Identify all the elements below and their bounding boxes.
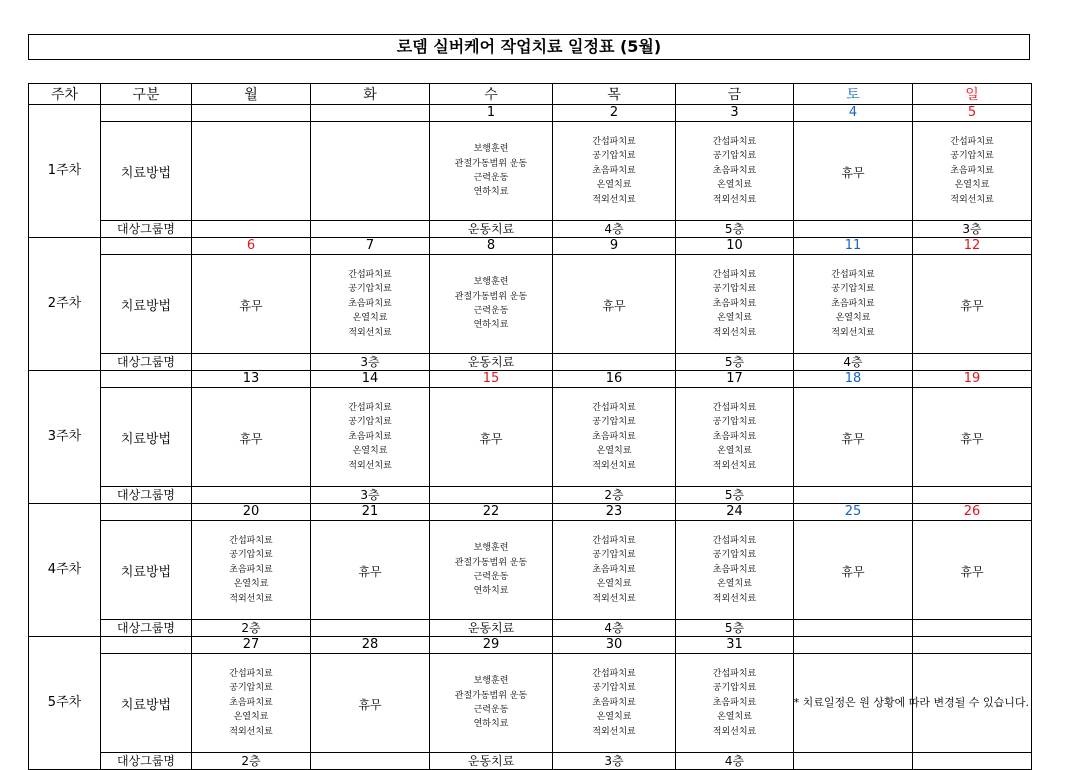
method-label: 치료방법 xyxy=(101,122,192,221)
program-item: 온열치료 xyxy=(596,712,632,723)
week-date-row xyxy=(29,504,1032,521)
header-mon: 월 xyxy=(192,84,311,105)
program-item: 근력운동 xyxy=(473,173,509,183)
program-item: 초음파치료 xyxy=(712,298,757,309)
program-item: 공기압치료 xyxy=(592,550,636,561)
program-item: 초음파치료 xyxy=(229,697,273,708)
program-item: 초음파치료 xyxy=(712,165,757,176)
header-sat: 토 xyxy=(794,84,913,105)
program-item: 초음파치료 xyxy=(229,564,273,575)
group-cell: 5층 xyxy=(676,487,794,504)
program-item: 공기압치료 xyxy=(831,284,875,295)
program-item: 온열치료 xyxy=(835,313,871,324)
program-item: 적외선치료 xyxy=(348,460,392,471)
date-cell xyxy=(794,637,913,654)
program-item: 근력운동 xyxy=(473,705,509,715)
group-cell: 2층 xyxy=(192,620,311,637)
method-cell xyxy=(553,521,676,620)
program-item: 초음파치료 xyxy=(348,431,392,442)
program-item: 온열치료 xyxy=(233,712,269,723)
group-cell: 2층 xyxy=(553,487,676,504)
method-cell xyxy=(676,255,794,354)
program-item: 온열치료 xyxy=(717,446,752,457)
date-cell: 1 xyxy=(430,105,553,122)
program-item: 간섭파치료 xyxy=(831,269,875,280)
week-date-row xyxy=(29,105,1032,122)
program-item: 관절가동범위 운동 xyxy=(454,291,528,302)
method-cell xyxy=(430,388,553,487)
program-list xyxy=(430,674,552,732)
method-cell xyxy=(192,122,311,221)
program-item: 공기압치료 xyxy=(712,151,757,162)
header-sun: 일 xyxy=(913,84,1032,105)
method-label: 치료방법 xyxy=(101,255,192,354)
program-list xyxy=(311,268,429,340)
week-date-row xyxy=(29,371,1032,388)
date-cell: 18 xyxy=(794,371,913,388)
date-cell: 26 xyxy=(913,504,1032,521)
date-cell: 23 xyxy=(553,504,676,521)
group-cell xyxy=(794,221,913,238)
program-list xyxy=(192,534,310,606)
group-cell xyxy=(553,354,676,371)
program-item: 온열치료 xyxy=(596,180,632,191)
program-list xyxy=(913,135,1031,207)
program-item: 초음파치료 xyxy=(712,431,757,442)
group-cell xyxy=(913,487,1032,504)
program-item: 간섭파치료 xyxy=(592,402,636,413)
method-cell xyxy=(430,654,553,753)
program-item: 초음파치료 xyxy=(592,564,636,575)
program-item: 초음파치료 xyxy=(592,697,636,708)
date-cell: 6 xyxy=(192,238,311,255)
rest-text: 휴무 xyxy=(960,298,984,313)
method-label: 치료방법 xyxy=(101,388,192,487)
program-item: 간섭파치료 xyxy=(348,269,392,280)
header-category: 구분 xyxy=(101,84,192,105)
program-item: 적외선치료 xyxy=(592,460,636,471)
rest-text: 휴무 xyxy=(239,431,263,446)
method-cell xyxy=(676,654,794,753)
group-cell: 운동치료 xyxy=(430,620,553,637)
group-label: 대상그룹명 xyxy=(101,753,192,770)
program-list xyxy=(553,534,675,606)
page-title: 로뎀 실버케어 작업치료 일정표 (5월) xyxy=(28,34,1030,60)
method-label: 치료방법 xyxy=(101,521,192,620)
method-cell xyxy=(676,122,794,221)
method-cell xyxy=(192,654,311,753)
program-item: 연하치료 xyxy=(473,187,509,198)
rest-text: 휴무 xyxy=(358,564,382,579)
program-item: 근력운동 xyxy=(473,572,509,582)
header-wed: 수 xyxy=(430,84,553,105)
program-item: 관절가동범위 운동 xyxy=(454,158,528,169)
program-item: 온열치료 xyxy=(717,712,752,723)
program-item: 공기압치료 xyxy=(229,683,273,694)
group-label: 대상그룹명 xyxy=(101,620,192,637)
program-item: 연하치료 xyxy=(473,586,509,597)
group-cell: 4층 xyxy=(553,620,676,637)
program-item: 보행훈련 xyxy=(473,543,509,554)
date-cell: 15 xyxy=(430,371,553,388)
program-item: 온열치료 xyxy=(717,180,752,191)
program-list xyxy=(676,534,793,606)
method-cell xyxy=(311,122,430,221)
rest-text: 휴무 xyxy=(841,165,865,180)
program-item: 공기압치료 xyxy=(712,550,757,561)
program-item: 초음파치료 xyxy=(950,165,994,176)
program-item: 온열치료 xyxy=(954,180,990,191)
program-list xyxy=(430,142,552,200)
category-blank-cell xyxy=(101,371,192,388)
method-row xyxy=(29,388,1032,487)
method-cell xyxy=(430,255,553,354)
date-cell: 12 xyxy=(913,238,1032,255)
group-cell xyxy=(430,487,553,504)
method-cell xyxy=(794,521,913,620)
week-date-row xyxy=(29,238,1032,255)
group-cell xyxy=(311,620,430,637)
program-item: 간섭파치료 xyxy=(592,668,636,679)
group-row xyxy=(29,620,1032,637)
program-item: 온열치료 xyxy=(352,313,388,324)
group-cell xyxy=(311,753,430,770)
date-cell: 8 xyxy=(430,238,553,255)
date-cell: 22 xyxy=(430,504,553,521)
date-cell xyxy=(311,105,430,122)
week-label: 5주차 xyxy=(29,637,101,770)
group-cell: 5층 xyxy=(676,221,794,238)
program-list xyxy=(676,268,793,340)
group-row xyxy=(29,487,1032,504)
method-cell xyxy=(913,388,1032,487)
date-cell: 31 xyxy=(676,637,794,654)
method-cell xyxy=(311,521,430,620)
program-item: 간섭파치료 xyxy=(712,535,757,546)
group-cell xyxy=(192,354,311,371)
method-cell xyxy=(794,388,913,487)
program-item: 초음파치료 xyxy=(712,564,757,575)
date-cell: 5 xyxy=(913,105,1032,122)
date-cell: 17 xyxy=(676,371,794,388)
date-cell: 11 xyxy=(794,238,913,255)
category-blank-cell xyxy=(101,105,192,122)
group-label: 대상그룹명 xyxy=(101,354,192,371)
program-item: 간섭파치료 xyxy=(229,668,273,679)
program-item: 연하치료 xyxy=(473,320,509,331)
method-cell xyxy=(192,521,311,620)
program-item: 간섭파치료 xyxy=(348,402,392,413)
group-cell: 5층 xyxy=(676,354,794,371)
group-cell: 3층 xyxy=(913,221,1032,238)
program-item: 공기압치료 xyxy=(348,284,392,295)
program-item: 온열치료 xyxy=(717,579,752,590)
group-cell: 4층 xyxy=(553,221,676,238)
group-cell: 2층 xyxy=(192,753,311,770)
week-label: 1주차 xyxy=(29,105,101,238)
program-item: 온열치료 xyxy=(596,446,632,457)
method-cell xyxy=(676,388,794,487)
program-item: 초음파치료 xyxy=(592,431,636,442)
group-label: 대상그룹명 xyxy=(101,221,192,238)
method-cell xyxy=(794,255,913,354)
method-cell xyxy=(192,255,311,354)
program-item: 공기압치료 xyxy=(712,284,757,295)
rest-text: 휴무 xyxy=(841,564,865,579)
program-item: 초음파치료 xyxy=(712,697,757,708)
program-item: 공기압치료 xyxy=(712,683,757,694)
program-item: 보행훈련 xyxy=(473,277,509,288)
program-item: 공기압치료 xyxy=(592,151,636,162)
week-label: 2주차 xyxy=(29,238,101,371)
date-cell xyxy=(192,105,311,122)
program-list xyxy=(553,401,675,473)
group-cell: 3층 xyxy=(553,753,676,770)
program-item: 온열치료 xyxy=(596,579,632,590)
group-row xyxy=(29,753,1032,770)
program-item: 적외선치료 xyxy=(592,726,636,737)
program-item: 적외선치료 xyxy=(712,327,757,338)
program-item: 공기압치료 xyxy=(229,550,273,561)
date-cell: 10 xyxy=(676,238,794,255)
week-label: 3주차 xyxy=(29,371,101,504)
rest-text: 휴무 xyxy=(602,298,626,313)
program-list xyxy=(430,541,552,599)
program-list xyxy=(676,401,793,473)
program-item: 온열치료 xyxy=(717,313,752,324)
category-blank-cell xyxy=(101,504,192,521)
date-cell: 24 xyxy=(676,504,794,521)
rest-text: 휴무 xyxy=(841,431,865,446)
method-cell xyxy=(913,255,1032,354)
date-cell: 30 xyxy=(553,637,676,654)
method-cell xyxy=(553,122,676,221)
group-cell: 운동치료 xyxy=(430,354,553,371)
date-cell: 19 xyxy=(913,371,1032,388)
group-cell: 운동치료 xyxy=(430,753,553,770)
program-item: 보행훈련 xyxy=(473,144,509,155)
header-tue: 화 xyxy=(311,84,430,105)
group-cell xyxy=(311,221,430,238)
method-cell xyxy=(430,122,553,221)
method-label: 치료방법 xyxy=(101,654,192,753)
method-cell xyxy=(311,255,430,354)
week-label: 4주차 xyxy=(29,504,101,637)
method-row xyxy=(29,122,1032,221)
method-cell xyxy=(192,388,311,487)
method-cell xyxy=(311,654,430,753)
rest-text: 휴무 xyxy=(960,564,984,579)
date-cell: 4 xyxy=(794,105,913,122)
date-cell: 3 xyxy=(676,105,794,122)
schedule-table xyxy=(28,83,1032,770)
date-cell: 9 xyxy=(553,238,676,255)
date-cell: 16 xyxy=(553,371,676,388)
rest-text: 휴무 xyxy=(358,697,382,712)
program-item: 적외선치료 xyxy=(712,460,757,471)
program-list xyxy=(192,667,310,739)
program-item: 연하치료 xyxy=(473,719,509,730)
date-cell: 25 xyxy=(794,504,913,521)
date-cell: 27 xyxy=(192,637,311,654)
program-item: 적외선치료 xyxy=(229,726,273,737)
program-list xyxy=(676,135,793,207)
method-cell xyxy=(913,122,1032,221)
program-item: 관절가동범위 운동 xyxy=(454,690,528,701)
program-item: 온열치료 xyxy=(233,579,269,590)
method-cell xyxy=(676,521,794,620)
group-cell: 3층 xyxy=(311,487,430,504)
program-item: 적외선치료 xyxy=(592,593,636,604)
header-thu: 목 xyxy=(553,84,676,105)
program-item: 간섭파치료 xyxy=(592,535,636,546)
program-item: 보행훈련 xyxy=(473,676,509,687)
method-cell xyxy=(430,521,553,620)
date-cell xyxy=(913,637,1032,654)
program-item: 간섭파치료 xyxy=(950,136,994,147)
method-cell xyxy=(913,521,1032,620)
program-item: 근력운동 xyxy=(473,306,509,316)
schedule-note: * 치료일정은 원 상황에 따라 변경될 수 있습니다. xyxy=(793,696,1029,709)
program-item: 공기압치료 xyxy=(592,417,636,428)
program-item: 적외선치료 xyxy=(348,327,392,338)
program-list xyxy=(553,135,675,207)
rest-text: 휴무 xyxy=(479,431,503,446)
method-cell xyxy=(794,122,913,221)
group-row xyxy=(29,354,1032,371)
group-cell: 4층 xyxy=(794,354,913,371)
program-item: 간섭파치료 xyxy=(712,269,757,280)
rest-text: 휴무 xyxy=(239,298,263,313)
program-item: 적외선치료 xyxy=(229,593,273,604)
program-item: 적외선치료 xyxy=(831,327,875,338)
program-item: 간섭파치료 xyxy=(712,136,757,147)
date-cell: 14 xyxy=(311,371,430,388)
program-list xyxy=(430,275,552,333)
program-item: 공기압치료 xyxy=(592,683,636,694)
group-cell: 운동치료 xyxy=(430,221,553,238)
program-item: 간섭파치료 xyxy=(229,535,273,546)
category-blank-cell xyxy=(101,637,192,654)
program-list xyxy=(676,667,793,739)
program-item: 초음파치료 xyxy=(592,165,636,176)
header-week: 주차 xyxy=(29,84,101,105)
header-row xyxy=(29,84,1032,105)
program-item: 공기압치료 xyxy=(712,417,757,428)
header-fri: 금 xyxy=(676,84,794,105)
program-item: 적외선치료 xyxy=(592,194,636,205)
program-list xyxy=(794,268,912,340)
category-blank-cell xyxy=(101,238,192,255)
program-item: 공기압치료 xyxy=(348,417,392,428)
method-cell xyxy=(553,388,676,487)
date-cell: 2 xyxy=(553,105,676,122)
group-cell xyxy=(913,354,1032,371)
program-item: 간섭파치료 xyxy=(712,402,757,413)
program-item: 간섭파치료 xyxy=(712,668,757,679)
date-cell: 28 xyxy=(311,637,430,654)
group-cell xyxy=(794,753,913,770)
date-cell: 13 xyxy=(192,371,311,388)
program-list xyxy=(311,401,429,473)
group-cell xyxy=(913,620,1032,637)
rest-text: 휴무 xyxy=(960,431,984,446)
group-cell xyxy=(192,487,311,504)
group-cell xyxy=(794,620,913,637)
program-item: 관절가동범위 운동 xyxy=(454,557,528,568)
program-item: 적외선치료 xyxy=(712,726,757,737)
date-cell: 20 xyxy=(192,504,311,521)
group-row xyxy=(29,221,1032,238)
group-cell: 4층 xyxy=(676,753,794,770)
group-cell xyxy=(192,221,311,238)
date-cell: 29 xyxy=(430,637,553,654)
group-cell xyxy=(794,487,913,504)
method-cell xyxy=(553,255,676,354)
program-item: 적외선치료 xyxy=(712,194,757,205)
program-item: 적외선치료 xyxy=(950,194,994,205)
group-cell xyxy=(913,753,1032,770)
week-date-row xyxy=(29,637,1032,654)
group-label: 대상그룹명 xyxy=(101,487,192,504)
group-cell: 3층 xyxy=(311,354,430,371)
method-cell xyxy=(553,654,676,753)
group-cell: 5층 xyxy=(676,620,794,637)
program-item: 초음파치료 xyxy=(831,298,875,309)
program-list xyxy=(553,667,675,739)
method-row xyxy=(29,521,1032,620)
method-cell xyxy=(311,388,430,487)
program-item: 공기압치료 xyxy=(950,151,994,162)
date-cell: 21 xyxy=(311,504,430,521)
method-row xyxy=(29,255,1032,354)
date-cell: 7 xyxy=(311,238,430,255)
program-item: 적외선치료 xyxy=(712,593,757,604)
program-item: 초음파치료 xyxy=(348,298,392,309)
program-item: 간섭파치료 xyxy=(592,136,636,147)
program-item: 온열치료 xyxy=(352,446,388,457)
